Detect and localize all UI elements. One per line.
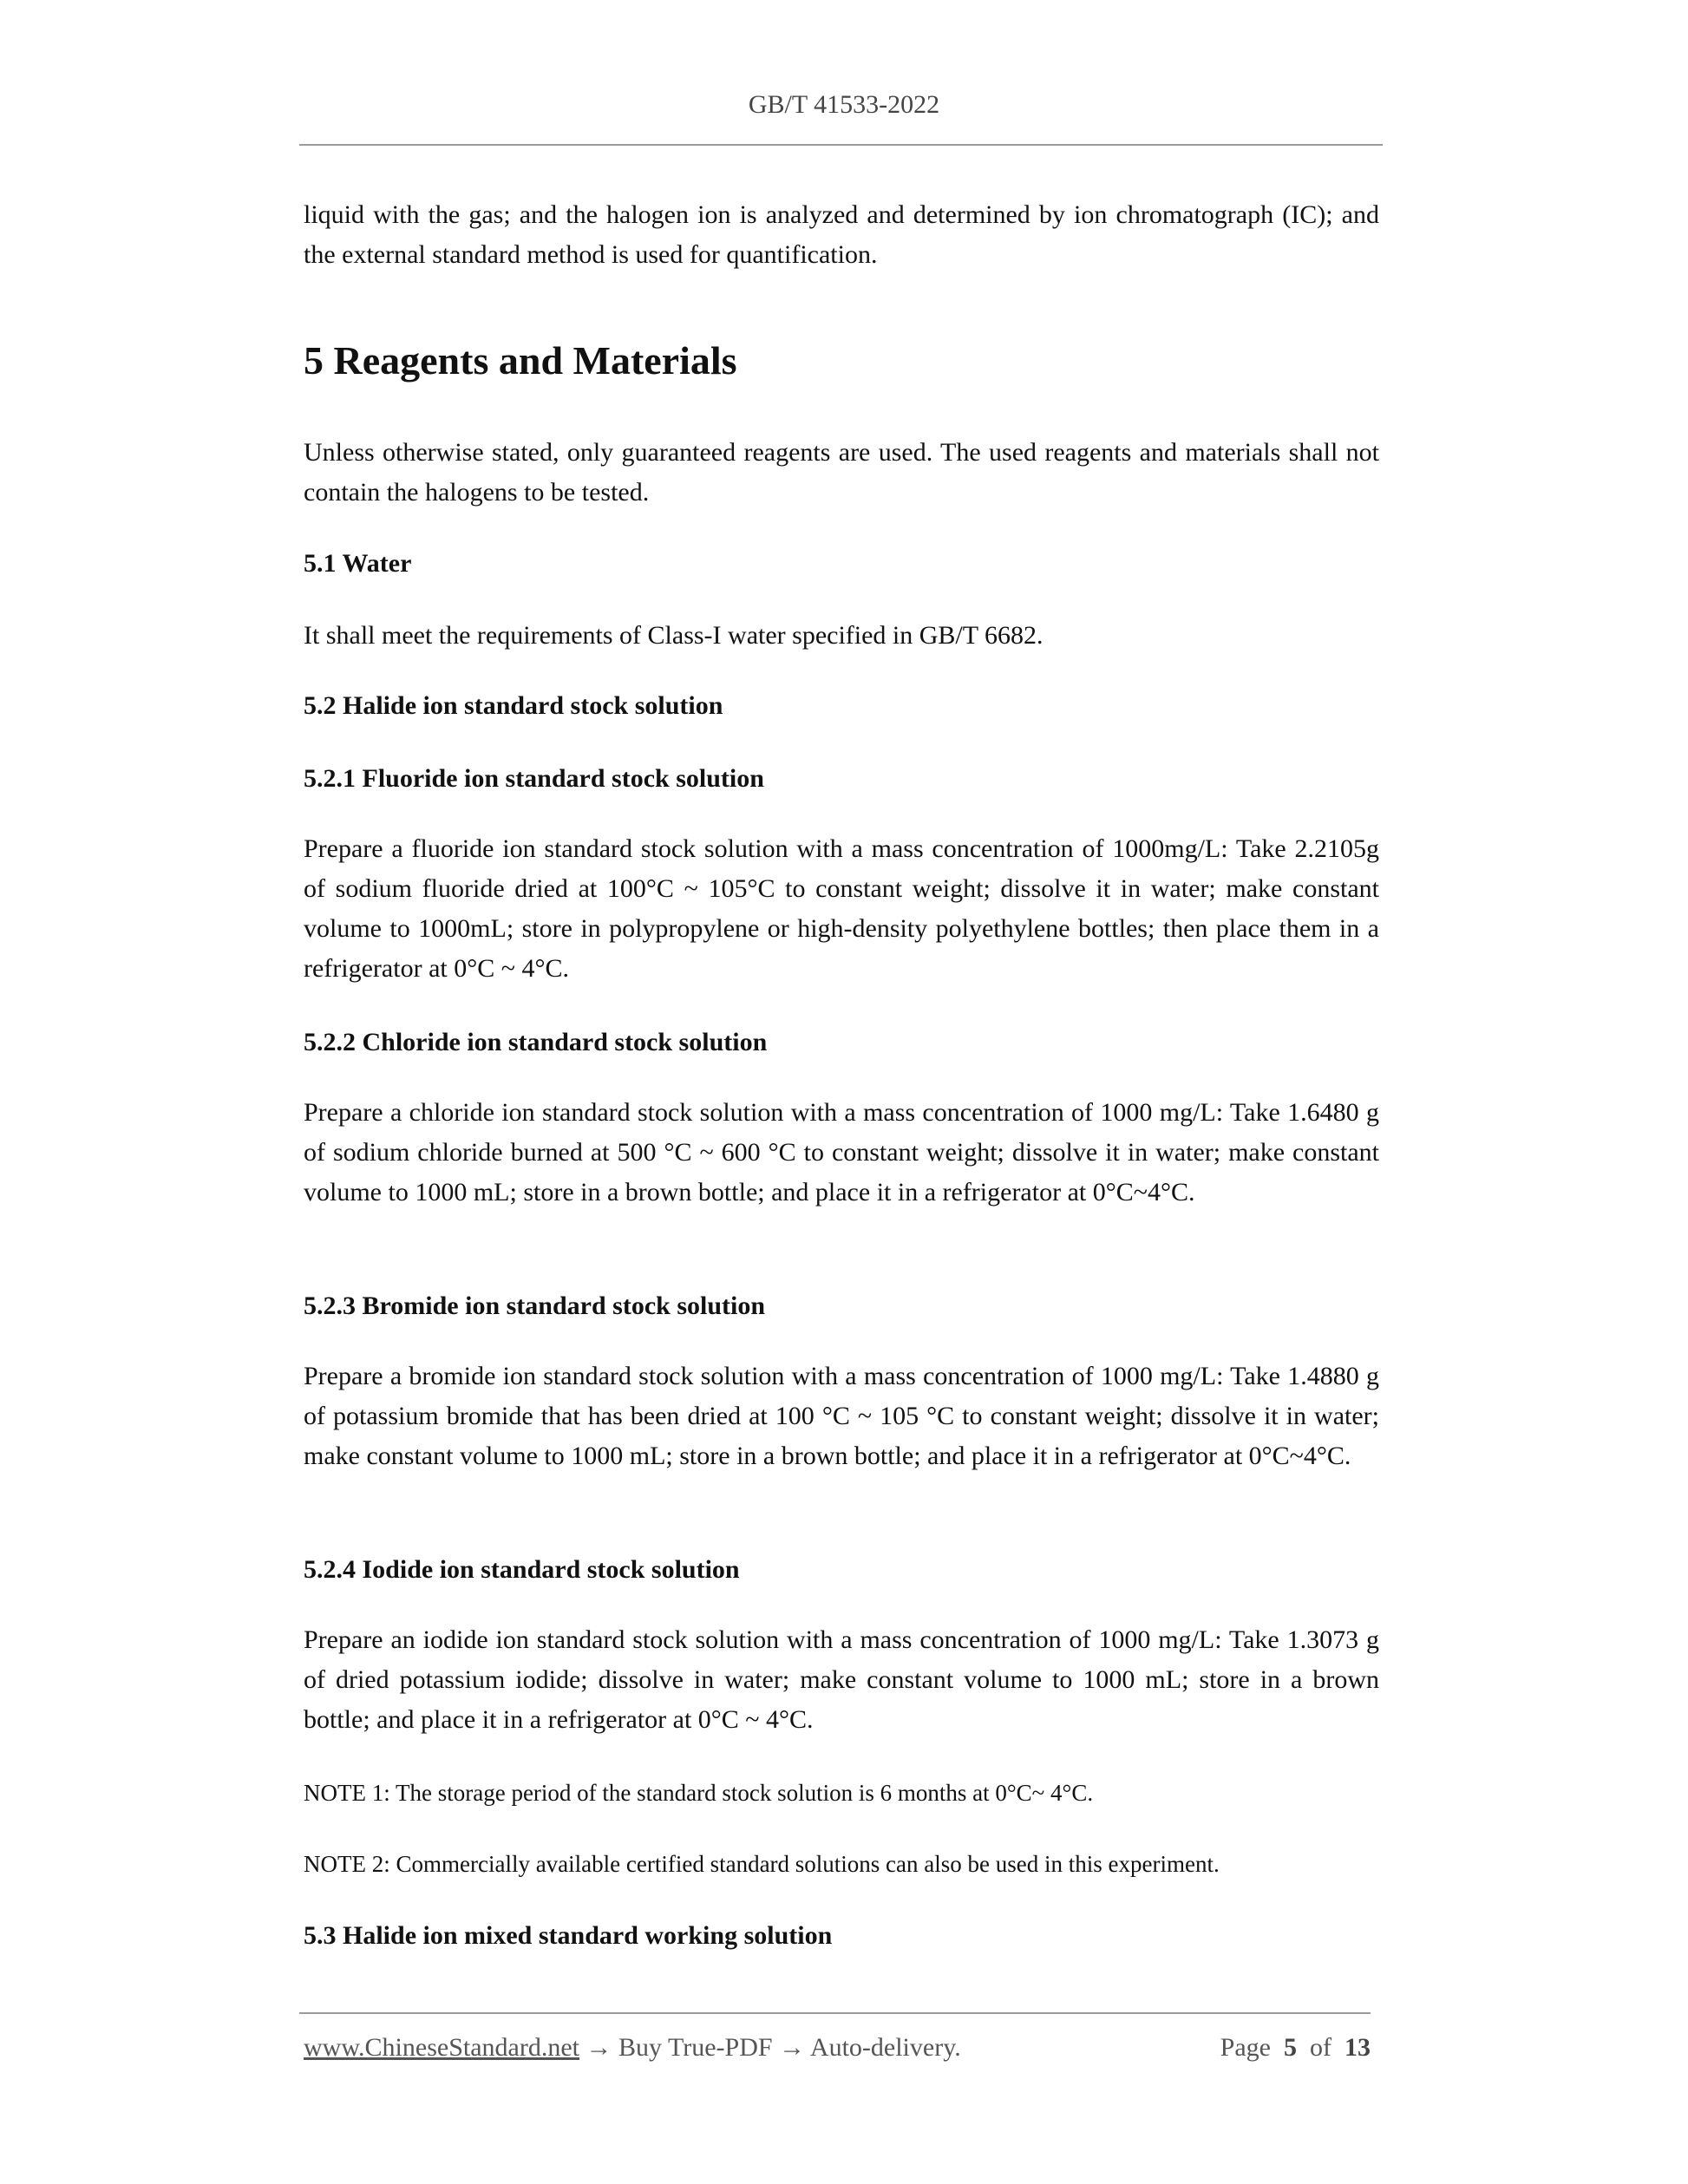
header-divider [299,144,1383,146]
intro-paragraph: liquid with the gas; and the halogen ion is analyzed and determined by ion chromatograph (IC); and the external standard method is used for quantification. [304,200,1379,269]
heading-5-2-4: 5.2.4 Iodide ion standard stock solution [304,1555,740,1584]
heading-5-2: 5.2 Halide ion standard stock solution [304,691,723,720]
website-link[interactable]: www.ChineseStandard.net [304,2033,579,2062]
current-page: 5 [1284,2033,1297,2062]
heading-5-2-2: 5.2.2 Chloride ion standard stock solution [304,1028,768,1056]
note-1: NOTE 1: The storage period of the standard stock solution is 6 months at 0°C~ 4°C. [304,1780,1094,1806]
heading-5-1: 5.1 Water [304,549,412,578]
page-indicator: Page 5 of 13 [1220,2033,1371,2062]
page-footer [304,2033,1371,2063]
paragraph-5-2-4: Prepare an iodide ion standard stock solution with a mass concentration of 1000 mg/L: Take 1.3073 g of dried potassium iodide; dissolve in water; make constant volume to 1000 mL; store in a brown bottle; and place it in a refrigerator at 0°C ~ 4°C. [304,1625,1379,1734]
heading-5-2-3: 5.2.3 Bromide ion standard stock solution [304,1291,766,1320]
paragraph-5-1: It shall meet the requirements of Class-I water specified in GB/T 6682. [304,621,1044,650]
footer-tagline: → Buy True-PDF → Auto-delivery. [579,2033,961,2062]
section-title: 5 Reagents and Materials [304,338,737,383]
heading-5-3: 5.3 Halide ion mixed standard working solution [304,1921,833,1950]
section-intro: Unless otherwise stated, only guaranteed reagents are used. The used reagents and materials shall not contain the halogens to be tested. [304,438,1379,507]
footer-left [304,2033,961,2063]
paragraph-5-2-2: Prepare a chloride ion standard stock solution with a mass concentration of 1000 mg/L: Take 1.6480 g of sodium chloride burned at 500 °C ~ 600 °C to constant weight; dissolve it in water; make constant volume to 1000 mL; store in a brown bottle; and place it in a refrigerator at 0°C~4°C. [304,1098,1379,1206]
note-2: NOTE 2: Commercially available certified standard solutions can also be used in this experiment. [304,1851,1220,1877]
total-pages: 13 [1345,2033,1371,2062]
paragraph-5-2-1: Prepare a fluoride ion standard stock solution with a mass concentration of 1000mg/L: Take 2.2105g of sodium fluoride dried at 100°C ~ 105°C to constant weight; dissolve it in water; make constant volume to 1000mL; store in polypropylene or high-density polyethylene bottles; then place them in a refrigerator at 0°C ~ 4°C. [304,834,1379,983]
footer-divider [299,2012,1371,2014]
heading-5-2-1: 5.2.1 Fluoride ion standard stock solution [304,764,764,793]
paragraph-5-2-3: Prepare a bromide ion standard stock solution with a mass concentration of 1000 mg/L: Take 1.4880 g of potassium bromide that has been dried at 100 °C ~ 105 °C to constant weight; dissolve it in water; make constant volume to 1000 mL; store in a brown bottle; and place it in a refrigerator at 0°C~4°C. [304,1362,1379,1470]
document-header: GB/T 41533-2022 [748,90,940,119]
